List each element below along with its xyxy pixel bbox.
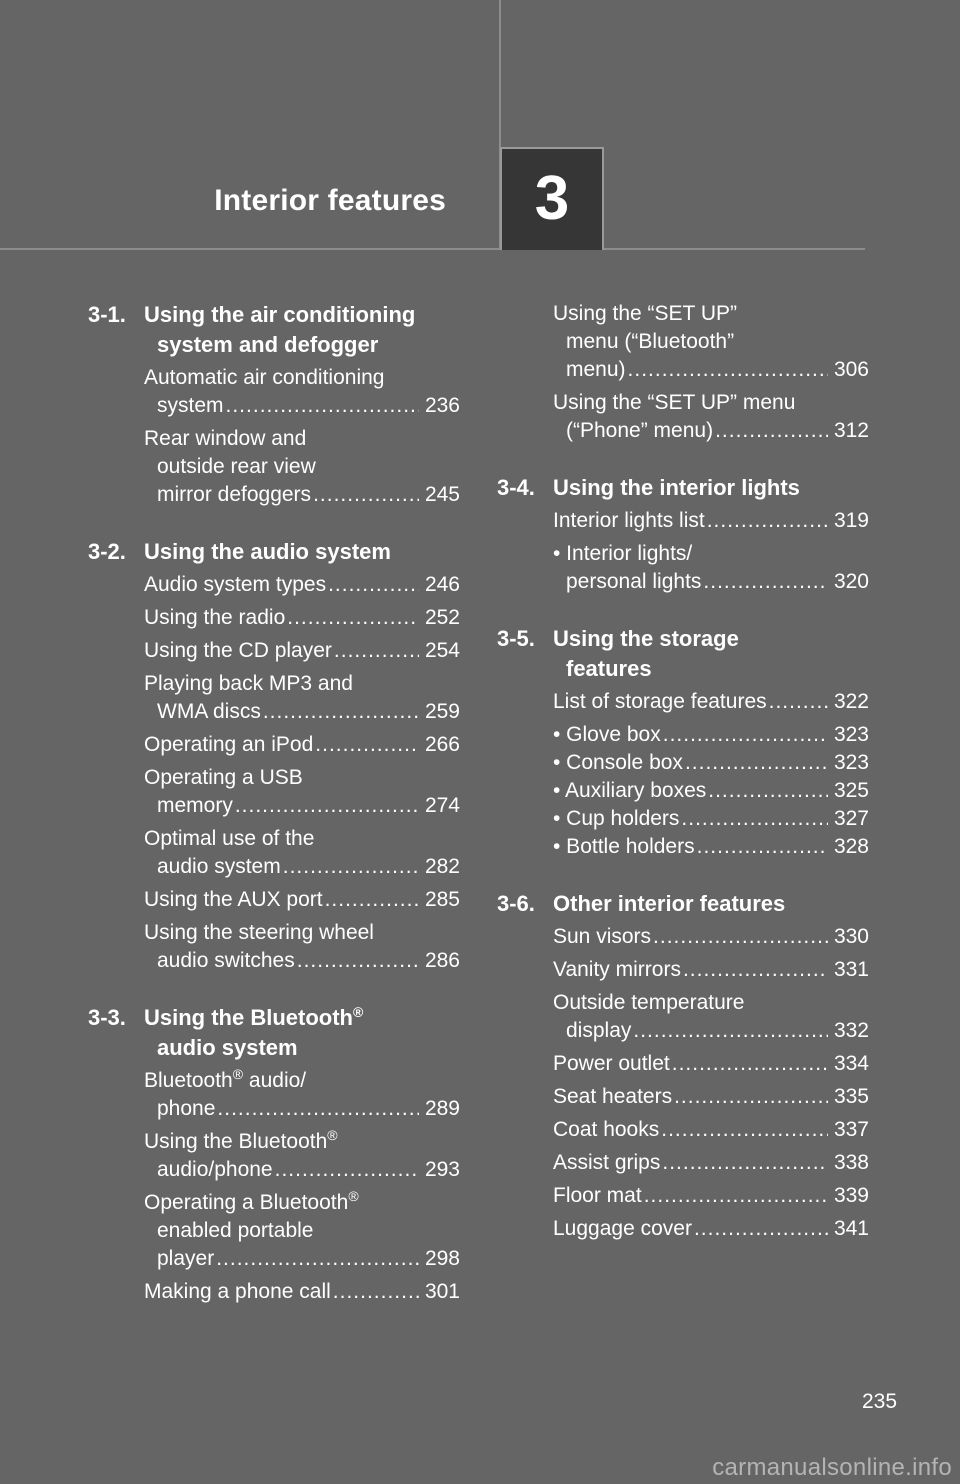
entry-last-line: [553, 923, 869, 951]
entry-text-line: • Bottle holders: [553, 835, 695, 858]
entry-last-line: [144, 1245, 460, 1273]
dot-leader: [295, 947, 419, 975]
entry-page-number: 301: [424, 1280, 460, 1303]
toc-entry[interactable]: [553, 300, 869, 384]
toc-entry[interactable]: [553, 1050, 869, 1078]
entry-text-line: Playing back MP3 and: [144, 672, 353, 695]
entry-page-number: 306: [833, 358, 869, 381]
entry-text-line: Automatic air conditioning: [144, 366, 385, 389]
dot-leader: [659, 1116, 828, 1144]
entry-last-line: [144, 392, 460, 420]
entry-text-line: Making a phone call: [144, 1280, 331, 1303]
entry-page-number: 331: [833, 958, 869, 981]
toc-entry[interactable]: [144, 825, 460, 881]
toc-entry[interactable]: [144, 764, 460, 820]
toc-entry[interactable]: [144, 886, 460, 914]
toc-entry[interactable]: [553, 1182, 869, 1210]
entry-text-line: system: [157, 394, 224, 417]
entry-text-line: Using the “SET UP”: [553, 302, 738, 325]
entry-text-line: Vanity mirrors: [553, 958, 681, 981]
entry-last-line: [144, 731, 460, 759]
entry-page-number: 319: [833, 509, 869, 532]
dot-leader: [670, 1050, 828, 1078]
entry-page-number: 332: [833, 1019, 869, 1042]
section-title: [553, 473, 869, 503]
toc-entry[interactable]: [144, 364, 460, 420]
entry-text-line: Rear window and: [144, 427, 307, 450]
toc-entry[interactable]: [144, 604, 460, 632]
entry-text-line: menu (“Bluetooth”: [566, 330, 735, 353]
dot-leader: [651, 923, 828, 951]
dot-leader: [679, 805, 828, 833]
toc-entry[interactable]: [144, 919, 460, 975]
section-title-line: audio system: [157, 1035, 298, 1060]
toc-entry[interactable]: [144, 1278, 460, 1306]
entry-text-line: Sun visors: [553, 925, 652, 948]
section-number: 3-2.: [88, 539, 126, 564]
toc-entry[interactable]: [553, 777, 869, 805]
entry-text-line: Outside temperature: [553, 991, 745, 1014]
dot-leader: [281, 853, 419, 881]
section-title: [553, 889, 869, 919]
section-heading[interactable]: [497, 889, 869, 919]
dot-leader: [326, 571, 419, 599]
entry-text-line: Seat heaters: [553, 1085, 673, 1108]
entry-last-line: [553, 721, 869, 749]
dot-leader: [642, 1182, 828, 1210]
toc-entry[interactable]: [553, 1083, 869, 1111]
toc-entry[interactable]: [553, 956, 869, 984]
dot-leader: [233, 792, 419, 820]
entry-text-line: Using the “SET UP” menu: [553, 391, 796, 414]
toc-entry[interactable]: [144, 637, 460, 665]
section-title-line: Using the storage: [553, 626, 739, 651]
entry-last-line: [553, 1083, 869, 1111]
entry-text-line: Power outlet: [553, 1052, 670, 1075]
toc-entry[interactable]: [553, 1215, 869, 1243]
section-heading[interactable]: [88, 300, 460, 360]
entry-page-number: 289: [424, 1097, 460, 1120]
entry-last-line: [553, 1182, 869, 1210]
entry-text-line: enabled portable: [157, 1219, 314, 1242]
entry-last-line: [553, 568, 869, 596]
chapter-number-box: [500, 147, 604, 250]
entry-last-line: [553, 688, 869, 716]
dot-leader: [323, 886, 419, 914]
toc-section: [497, 473, 869, 596]
toc-section: [497, 889, 869, 1243]
entry-page-number: 337: [833, 1118, 869, 1141]
entry-last-line: [144, 604, 460, 632]
toc-entry[interactable]: [553, 989, 869, 1045]
entry-last-line: [144, 1095, 460, 1123]
dot-leader: [681, 956, 828, 984]
toc-column-left: [88, 300, 460, 1334]
entry-text-line: Coat hooks: [553, 1118, 660, 1141]
section-heading[interactable]: [88, 1003, 460, 1063]
chapter-title: Interior features: [214, 184, 446, 217]
entry-last-line: [144, 886, 460, 914]
toc-entry[interactable]: [144, 1189, 460, 1273]
entry-last-line: [144, 481, 460, 509]
entry-page-number: 328: [833, 835, 869, 858]
entry-last-line: [144, 853, 460, 881]
entry-text-line: audio/phone: [157, 1158, 273, 1181]
entry-page-number: 341: [833, 1217, 869, 1240]
entry-text-line: Operating a Bluetooth®: [144, 1188, 359, 1214]
section-number: 3-1.: [88, 302, 126, 327]
entry-text-line: audio system: [157, 855, 281, 878]
entry-last-line: [553, 833, 869, 861]
entry-last-line: [553, 1050, 869, 1078]
entry-text-line: mirror defoggers: [157, 483, 312, 506]
entry-page-number: 320: [833, 570, 869, 593]
dot-leader: [672, 1083, 828, 1111]
section-number: 3-6.: [497, 891, 535, 916]
section-title: [553, 624, 869, 684]
entry-text-line: Using the CD player: [144, 639, 332, 662]
section-number: 3-3.: [88, 1005, 126, 1030]
dot-leader: [705, 507, 828, 535]
entry-page-number: 323: [833, 751, 869, 774]
footer-watermark: carmanualsonline.info: [712, 1454, 952, 1481]
entry-text-line: display: [566, 1019, 632, 1042]
section-title: [144, 1003, 460, 1063]
entry-page-number: 327: [833, 807, 869, 830]
entry-page-number: 245: [424, 483, 460, 506]
dot-leader: [767, 688, 828, 716]
entry-page-number: 274: [424, 794, 460, 817]
entry-last-line: [144, 1278, 460, 1306]
entry-page-number: 330: [833, 925, 869, 948]
dot-leader: [285, 604, 419, 632]
entry-last-line: [553, 777, 869, 805]
toc-entry[interactable]: [553, 923, 869, 951]
dot-leader: [311, 481, 419, 509]
entry-text-line: (“Phone” menu): [566, 419, 714, 442]
section-title-line: Using the audio system: [144, 539, 391, 564]
entry-text-line: player: [157, 1247, 215, 1270]
dot-leader: [214, 1245, 419, 1273]
toc-entry[interactable]: [144, 731, 460, 759]
dot-leader: [224, 392, 419, 420]
entry-text-line: personal lights: [566, 570, 702, 593]
entry-page-number: 282: [424, 855, 460, 878]
toc-entry[interactable]: [553, 507, 869, 535]
entry-page-number: 325: [833, 779, 869, 802]
section-title: [144, 537, 460, 567]
entry-text-line: Interior lights list: [553, 509, 705, 532]
dot-leader: [273, 1156, 419, 1184]
entry-text-line: Floor mat: [553, 1184, 642, 1207]
entry-text-line: Audio system types: [144, 573, 327, 596]
section-heading[interactable]: [497, 624, 869, 684]
entry-text-line: • Interior lights/: [553, 542, 693, 565]
dot-leader: [692, 1215, 828, 1243]
dot-leader: [261, 698, 419, 726]
entry-page-number: 246: [424, 573, 460, 596]
entry-last-line: [553, 749, 869, 777]
section-title-line: Other interior features: [553, 891, 786, 916]
toc-entry[interactable]: [553, 1149, 869, 1177]
entry-page-number: 339: [833, 1184, 869, 1207]
toc-section: [88, 1003, 460, 1306]
entry-last-line: [144, 571, 460, 599]
entry-text-line: Assist grips: [553, 1151, 661, 1174]
entry-page-number: 335: [833, 1085, 869, 1108]
entry-last-line: [553, 1116, 869, 1144]
toc-entry[interactable]: [553, 749, 869, 777]
toc-entry[interactable]: [144, 571, 460, 599]
toc-entry[interactable]: [553, 721, 869, 749]
section-number: 3-4.: [497, 475, 535, 500]
section-heading[interactable]: [88, 537, 460, 567]
dot-leader: [331, 1278, 419, 1306]
entry-page-number: 285: [424, 888, 460, 911]
toc-entry[interactable]: [553, 389, 869, 445]
toc-entry[interactable]: [144, 670, 460, 726]
toc-section: [497, 300, 869, 445]
toc-section: [497, 624, 869, 861]
entry-text-line: Bluetooth® audio/: [144, 1066, 307, 1092]
dot-leader: [215, 1095, 419, 1123]
dot-leader: [706, 777, 828, 805]
entry-text-line: Using the radio: [144, 606, 286, 629]
entry-text-line: Using the Bluetooth®: [144, 1127, 338, 1153]
entry-text-line: WMA discs: [157, 700, 261, 723]
entry-last-line: [144, 792, 460, 820]
section-number: 3-5.: [497, 626, 535, 651]
toc-section: [88, 300, 460, 509]
entry-last-line: [144, 947, 460, 975]
entry-page-number: 252: [424, 606, 460, 629]
entry-page-number: 298: [424, 1247, 460, 1270]
toc-entry[interactable]: [144, 1128, 460, 1184]
entry-text-line: menu): [566, 358, 626, 381]
entry-text-line: Luggage cover: [553, 1217, 692, 1240]
entry-page-number: 236: [424, 394, 460, 417]
section-title-line: Using the Bluetooth®: [144, 1004, 364, 1030]
entry-text-line: • Auxiliary boxes: [553, 779, 707, 802]
entry-page-number: 338: [833, 1151, 869, 1174]
section-title-line: Using the interior lights: [553, 475, 800, 500]
entry-text-line: Optimal use of the: [144, 827, 315, 850]
entry-last-line: [553, 356, 869, 384]
header-rule: [0, 248, 865, 250]
dot-leader: [626, 356, 828, 384]
section-title-line: features: [566, 656, 652, 681]
entry-page-number: 334: [833, 1052, 869, 1075]
toc-entry[interactable]: [144, 1067, 460, 1123]
entry-last-line: [553, 1215, 869, 1243]
entry-page-number: 259: [424, 700, 460, 723]
entry-last-line: [553, 417, 869, 445]
dot-leader: [313, 731, 419, 759]
section-title: [144, 300, 460, 360]
dot-leader: [713, 417, 828, 445]
entry-page-number: 254: [424, 639, 460, 662]
toc-entry[interactable]: [553, 540, 869, 596]
entry-last-line: [553, 507, 869, 535]
section-title-line: Using the air conditioning: [144, 302, 416, 327]
entry-last-line: [553, 956, 869, 984]
entry-text-line: audio switches: [157, 949, 295, 972]
entry-page-number: 312: [833, 419, 869, 442]
entry-text-line: • Console box: [553, 751, 683, 774]
toc-entry[interactable]: [144, 425, 460, 509]
entry-page-number: 266: [424, 733, 460, 756]
entry-last-line: [553, 1149, 869, 1177]
entry-text-line: Using the steering wheel: [144, 921, 374, 944]
entry-text-line: List of storage features: [553, 690, 767, 713]
dot-leader: [631, 1017, 828, 1045]
entry-last-line: [144, 698, 460, 726]
dot-leader: [683, 749, 828, 777]
entry-text-line: Operating an iPod: [144, 733, 314, 756]
toc-entry[interactable]: [553, 805, 869, 833]
entry-page-number: 293: [424, 1158, 460, 1181]
entry-text-line: • Cup holders: [553, 807, 680, 830]
dot-leader: [332, 637, 419, 665]
toc-entry[interactable]: [553, 833, 869, 861]
dot-leader: [660, 1149, 828, 1177]
entry-page-number: 322: [833, 690, 869, 713]
chapter-number: 3: [534, 164, 570, 233]
page-number: 235: [862, 1390, 898, 1413]
entry-last-line: [144, 637, 460, 665]
entry-text-line: • Glove box: [553, 723, 661, 746]
toc-entry[interactable]: [553, 1116, 869, 1144]
dot-leader: [701, 568, 828, 596]
entry-text-line: memory: [157, 794, 233, 817]
entry-last-line: [553, 1017, 869, 1045]
entry-text-line: Operating a USB: [144, 766, 303, 789]
entry-text-line: phone: [157, 1097, 216, 1120]
entry-text-line: Using the AUX port: [144, 888, 323, 911]
entry-page-number: 286: [424, 949, 460, 972]
entry-last-line: [144, 1156, 460, 1184]
toc-entry[interactable]: [553, 688, 869, 716]
dot-leader: [661, 721, 828, 749]
dot-leader: [695, 833, 828, 861]
entry-page-number: 323: [833, 723, 869, 746]
toc-column-right: [497, 300, 869, 1271]
section-title-line: system and defogger: [157, 332, 379, 357]
section-heading[interactable]: [497, 473, 869, 503]
entry-last-line: [553, 805, 869, 833]
toc-section: [88, 537, 460, 975]
entry-text-line: outside rear view: [157, 455, 316, 478]
